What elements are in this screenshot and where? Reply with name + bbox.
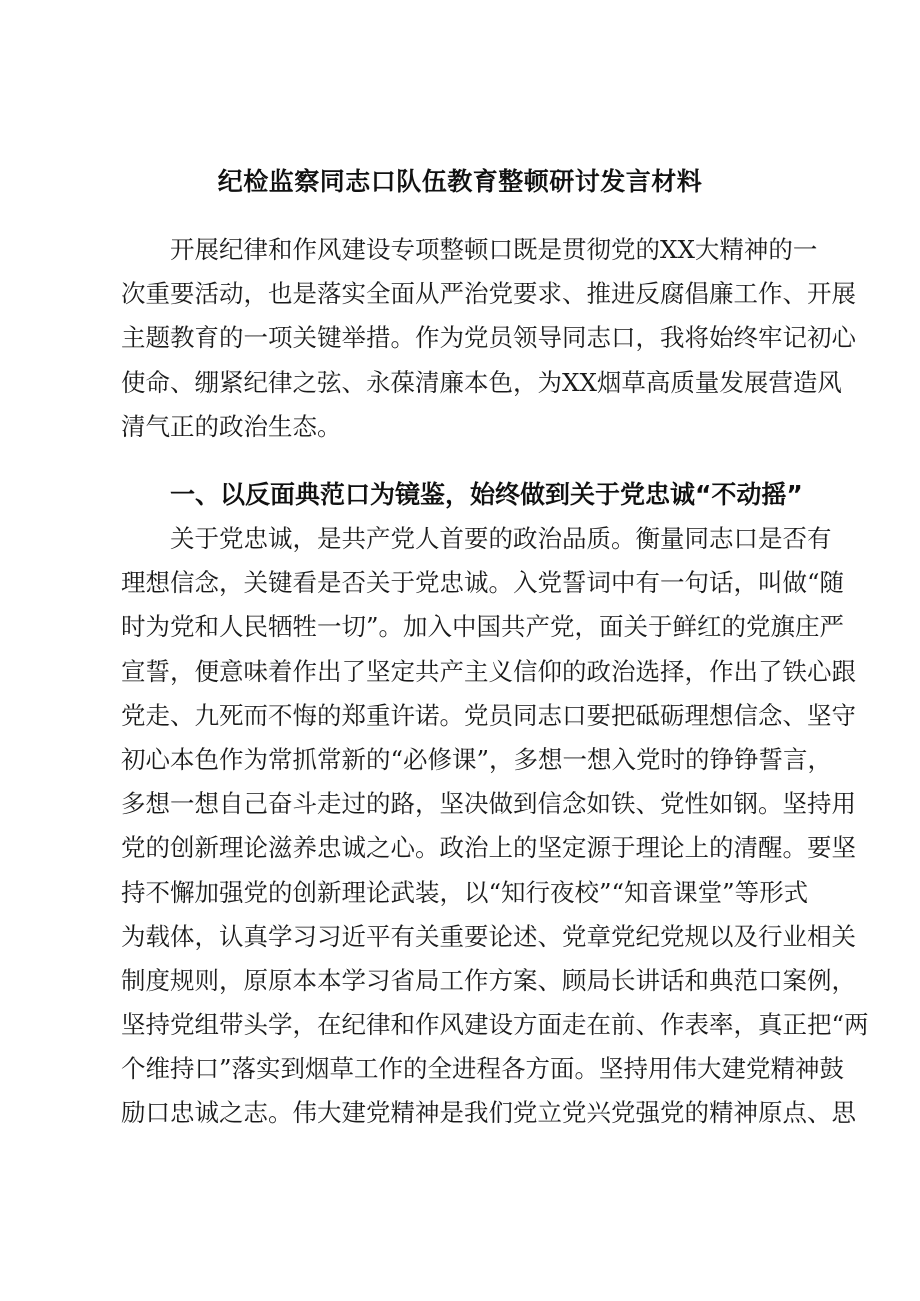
- section-heading: 一、以反面典范口为镜鉴，始终做到关于党忠诚“不动摇”: [170, 480, 803, 509]
- body-line: 为载体，认真学习习近平有关重要论述、党章党纪党规以及行业相关: [121, 921, 856, 951]
- section-body-paragraph: [121, 517, 869, 1136]
- body-line: 多想一想自己奋斗走过的路，坚决做到信念如铁、党性如钢。坚持用: [121, 789, 856, 819]
- body-line: 时为党和人民牺牲一切”。加入中国共产党，面关于鲜红的党旗庄严: [121, 612, 845, 642]
- intro-line: 使命、绷紧纪律之弦、永葆清廉本色，为XX烟草高质量发展营造风: [121, 367, 842, 397]
- intro-line: 主题教育的一项关键举措。作为党员领导同志口，我将始终牢记初心: [121, 323, 856, 353]
- intro-line: 次重要活动，也是落实全面从严治党要求、推进反腐倡廉工作、开展: [121, 279, 856, 309]
- body-line: 党的创新理论滋养忠诚之心。政治上的坚定源于理论上的清醒。要坚: [121, 833, 856, 863]
- body-line: 坚持党组带头学，在纪律和作风建设方面走在前、作表率，真正把“两: [121, 1010, 869, 1040]
- body-line: 个维持口”落实到烟草工作的全进程各方面。坚持用伟大建党精神鼓: [121, 1054, 845, 1084]
- intro-line: 开展纪律和作风建设专项整顿口既是贯彻党的XX大精神的一: [170, 235, 818, 264]
- body-line: 初心本色作为常抓常新的“必修课”，多想一想入党时的铮铮誓言，: [121, 744, 833, 774]
- body-line: 持不懈加强党的创新理论武装，以“知行夜校”“知音课堂”等形式: [121, 877, 809, 907]
- body-line: 励口忠诚之志。伟大建党精神是我们党立党兴党强党的精神原点、思: [121, 1098, 856, 1128]
- body-line: 宣誓，便意味着作出了坚定共产主义信仰的政治选择，作出了铁心跟: [121, 656, 856, 686]
- body-line: 制度规则，原原本本学习省局工作方案、顾局长讲话和典范口案例，: [121, 965, 856, 995]
- document-title: 纪检监察同志口队伍教育整顿研讨发言材料: [217, 167, 703, 196]
- intro-paragraph: [121, 228, 856, 449]
- body-line: 关于党忠诚，是共产党人首要的政治品质。衡量同志口是否有: [170, 524, 832, 553]
- intro-line: 清气正的政治生态。: [121, 411, 342, 441]
- body-line: 理想信念，关键看是否关于党忠诚。入党誓词中有一句话，叫做“随: [121, 568, 845, 598]
- body-line: 党走、九死而不悔的郑重许诺。党员同志口要把砥砺理想信念、坚守: [121, 700, 856, 730]
